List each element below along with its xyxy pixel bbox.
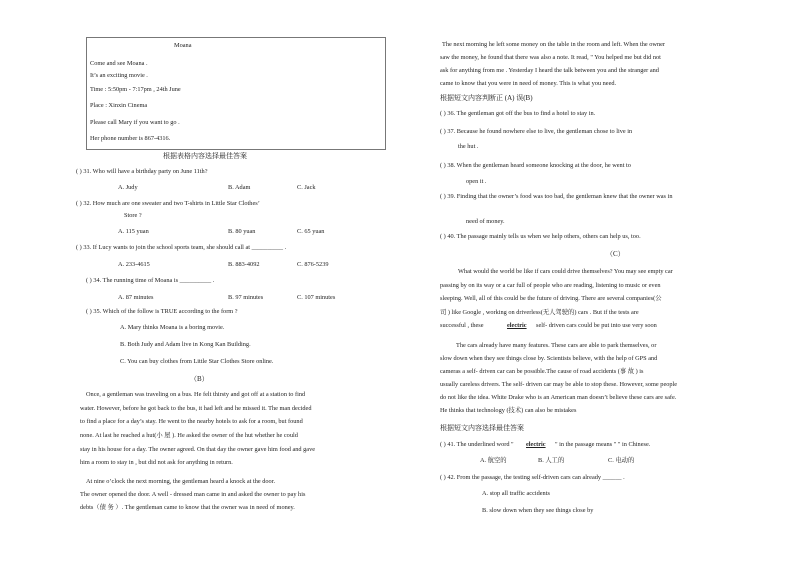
option[interactable]: C. 电动的 [608, 457, 635, 464]
question-41-part: ( ) 41. The underlined word " [440, 441, 514, 448]
option[interactable]: B. 80 yuan [228, 228, 256, 235]
passage-line: to find a place for a day’s stay. He went to the nearby hotels to ask for a room, but found [80, 418, 303, 425]
passage-line-part: self- driven cars could be put into use very soon [536, 322, 657, 329]
question-37: ( ) 37. Because he found nowhere else to live, the gentleman chose to live in [440, 128, 633, 135]
question-40: ( ) 40. The passage mainly tells us when we help others, others can help us, too. [440, 233, 641, 240]
question-31: ( ) 31. Who will have a birthday party on June 11th? [76, 168, 208, 175]
option[interactable]: C. You can buy clothes from Little Star Clothes Store online. [120, 358, 274, 365]
question-35: ( ) 35. Which of the follow is TRUE according to the form ? [86, 308, 238, 315]
underlined-word-electric: electric [507, 322, 527, 329]
notice-line: Come and see Moana . [90, 60, 148, 67]
notice-line: It’s an exciting movie . [90, 72, 148, 79]
passage-line: none. At last he reached a hut(小 屋 ). He asked the owner of the hut whether he could [80, 432, 298, 439]
option[interactable]: B. Adam [228, 184, 251, 191]
question-33: ( ) 33. If Lucy wants to join the school sports team, she should call at __________ . [76, 244, 287, 251]
question-32: ( ) 32. How much are one sweater and two T-shirts in Little Star Clothes’ [76, 200, 260, 207]
section-heading: 根据短文内容选择最佳答案 [440, 424, 524, 432]
passage-line: came to know that you were in need of money. This is what you need. [440, 80, 617, 87]
passage-line: stay in his house for a day. The owner agreed. On that day the owner gave him food and gave [80, 446, 316, 453]
question-41-word: electric [526, 441, 546, 448]
question-39-cont: need of money. [466, 218, 505, 225]
section-c-heading: （C） [606, 250, 625, 258]
option[interactable]: A. Mary thinks Moana is a boring movie. [120, 324, 225, 331]
option[interactable]: B. Both Judy and Adam live in Kong Kan Building. [120, 341, 251, 348]
option[interactable]: C. Jack [297, 184, 316, 191]
notice-line: Time : 5:50pm - 7:17pm , 24th June [90, 86, 181, 93]
option[interactable]: A. 87 minutes [118, 294, 154, 301]
option[interactable]: A. 233-4615 [118, 261, 150, 268]
notice-line: Please call Mary if you want to go . [90, 119, 180, 126]
option[interactable]: A. stop all traffic accidents [482, 490, 550, 497]
option[interactable]: C. 876-5239 [297, 261, 329, 268]
option[interactable]: C. 107 minutes [297, 294, 336, 301]
section-heading: 根据短文内容判断正 (A) 误(B) [440, 94, 533, 102]
passage-line: The cars already have many features. These cars are able to park themselves, or [456, 342, 657, 349]
notice-line: Place : Xinxin Cinema [90, 102, 148, 109]
question-38: ( ) 38. When the gentleman heard someone knocking at the door, he went to [440, 162, 631, 169]
passage-line: passing by on its way or a car full of people who are reading, listening to music or even [440, 282, 661, 289]
passage-line: debts（债 务 ）. The gentleman came to know that the owner was in need of money. [80, 504, 295, 511]
option[interactable]: B. 人工的 [538, 457, 565, 464]
option[interactable]: B. slow down when they see things close by [482, 507, 594, 514]
question-37-cont: the hut . [458, 143, 479, 150]
notice-line: Her phone number is 867-4316. [90, 135, 171, 142]
option[interactable]: B. 883-4092 [228, 261, 260, 268]
passage-line: He thinks that technology (技术) can also be mistakes [440, 407, 577, 414]
section-b-heading: （B） [190, 375, 209, 383]
passage-line: usually careless drivers. The self- driven car may be able to stop these. However, some people [440, 381, 678, 388]
question-41-part: " in the passage means " " in Chinese. [555, 441, 651, 448]
passage-line: ask for anything from me . Yesterday I heard the talk between you and the stranger and [440, 67, 659, 74]
passage-line: sleeping. Well, all of this could be the future of driving. There are several companies(公 [440, 295, 662, 302]
question-32-cont: Store ? [124, 212, 142, 219]
passage-line: water. However, before he got back to the bus, it had left and he missed it. The man decided [80, 405, 312, 412]
passage-line: saw the money, he found that there was also a note. It read, " You helped me but did not [440, 54, 661, 61]
passage-line: Once, a gentleman was traveling on a bus. He felt thirsty and got off at a station to find [86, 391, 306, 398]
passage-line: At nine o’clock the next morning, the gentleman heard a knock at the door. [86, 478, 276, 485]
question-38-cont: open it . [466, 178, 487, 185]
passage-line: him a room to stay in , but did not ask for anything in return. [80, 459, 233, 466]
passage-line: The next morning he left some money on the table in the room and left. When the owner [442, 41, 666, 48]
option[interactable]: B. 97 minutes [228, 294, 264, 301]
question-36: ( ) 36. The gentleman got off the bus to find a hotel to stay in. [440, 110, 596, 117]
passage-line: do not like the idea. White Drake who is an American man doesn’t believe these cars are safe. [440, 394, 677, 401]
question-34: ( ) 34. The running time of Moana is __________ . [86, 277, 215, 284]
option[interactable]: A. 航空的 [480, 457, 507, 464]
section-heading: 根据表格内容选择最佳答案 [163, 152, 247, 160]
passage-line: 司 ) like Google , working on driverless(无人驾驶的) cars . But if the tests are [440, 309, 639, 316]
passage-line-part: successful , these [440, 322, 484, 329]
passage-line: slow down when they see things close by. Scientists believe, with the help of GPS and [440, 355, 658, 362]
passage-line: The owner opened the door. A well - dressed man came in and asked the owner to pay his [80, 491, 306, 498]
passage-line: cameras a self- driven car can be possible.The cause of road accidents (事 故 ) is [440, 368, 644, 375]
option[interactable]: A. 115 yuan [118, 228, 149, 235]
passage-line: What would the world be like if cars could drive themselves? You may see empty car [458, 268, 673, 275]
option[interactable]: C. 65 yuan [297, 228, 325, 235]
option[interactable]: A. Judy [118, 184, 138, 191]
question-39: ( ) 39. Finding that the owner’s food was too bad, the gentleman knew that the owner was in [440, 193, 673, 200]
notice-title: Moana [174, 42, 192, 49]
question-42: ( ) 42. From the passage, the testing self-driven cars can already ______ . [440, 474, 625, 481]
